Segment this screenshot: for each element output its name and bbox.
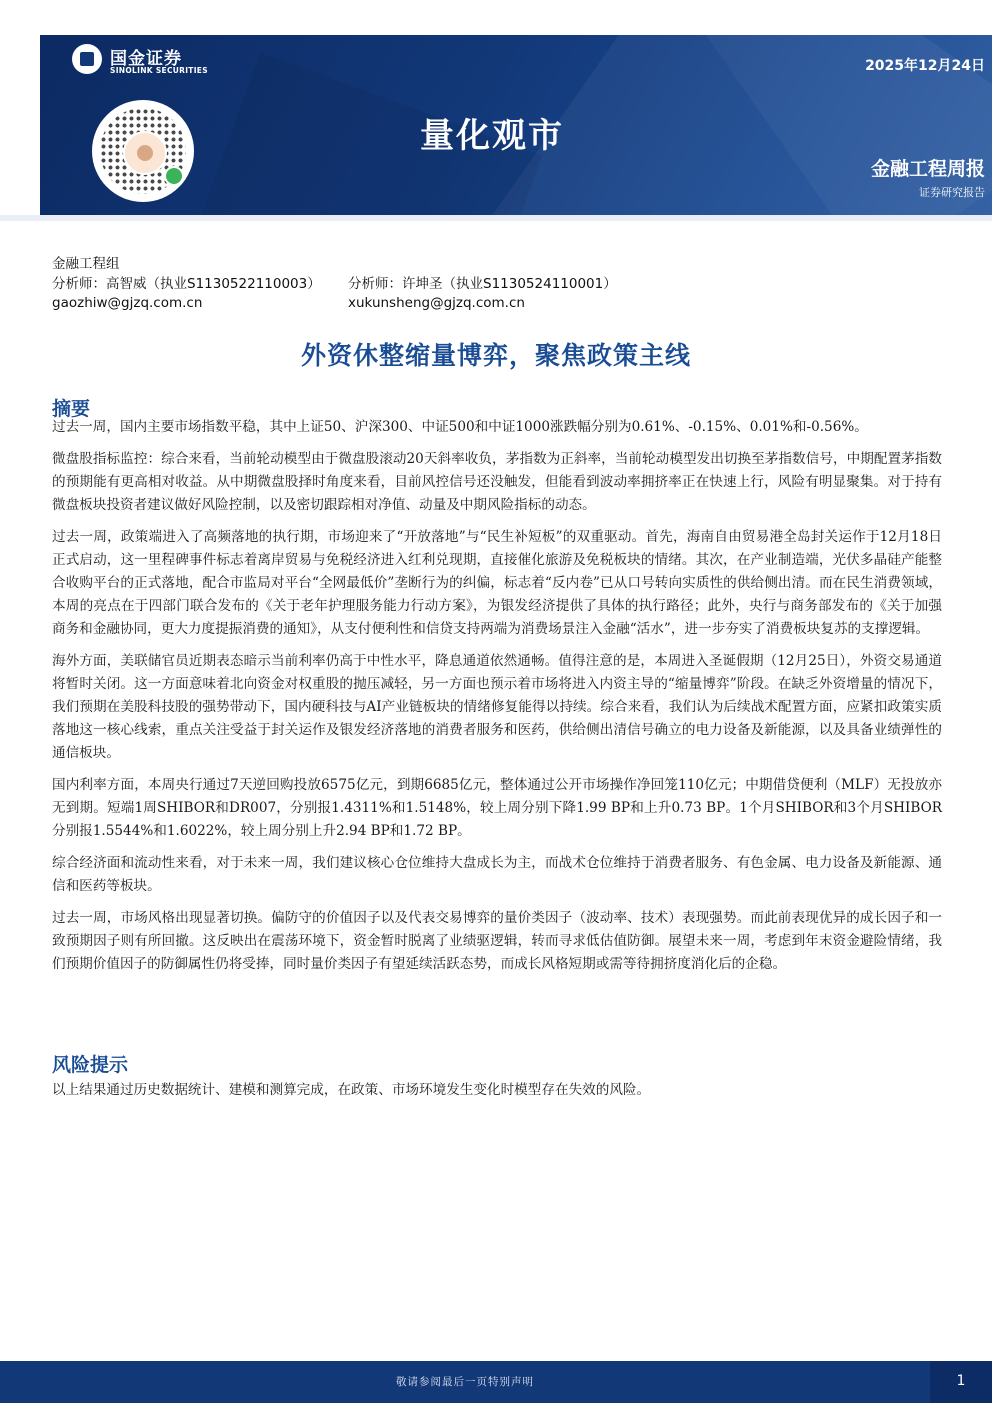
logo-icon (72, 44, 102, 74)
summary-paragraph: 微盘股指标监控：综合来看，当前轮动模型由于微盘股滚动20天斜率收负，茅指数为正斜率，当前轮动模型发出切换至茅指数信号，中期配置茅指数的预期能有更高相对收益。从中期微盘股择时角度来看，目前风控信号还没触发，但能看到波动率拥挤率正在快速上行，风险有明显聚集。对于持有微盘板块投资者建议做好风险控制，以及密切跟踪相对净值、动量及中期风险指标的动态。 (52, 451, 942, 513)
analyst-info (52, 272, 321, 311)
summary-heading: 摘要 (52, 398, 91, 420)
series-title: 量化观市 (420, 116, 564, 156)
analyst-label: 分析师：高智威（执业S1130522110003） (52, 276, 321, 292)
logo-name-en: SINOLINK SECURITIES (110, 66, 208, 75)
summary-paragraph: 国内利率方面，本周央行通过7天逆回购投放6575亿元，到期6685亿元，整体通过公开市场操作净回笼110亿元；中期借贷便利（MLF）无投放亦无到期。短端1周SHIBOR和DR007，分别报1.4311%和1.5148%，较上周分别下降1.99 BP和上升0.73 BP。1个月SHIBOR和3个月SHIBOR分别报1.5544%和1.6022%，较上周分别上升2.94 BP和1.72 BP。 (52, 777, 942, 839)
report-title: 外资休整缩量博弈，聚焦政策主线 (300, 341, 691, 370)
summary-paragraph: 海外方面，美联储官员近期表态暗示当前利率仍高于中性水平，降息通道依然通畅。值得注意的是，本周进入圣诞假期（12月25日），外资交易通道将暂时关闭。这一方面意味着北向资金对权重股的抛压减轻，另一方面也预示着市场将进入内资主导的“缩量博弈”阶段。在缺乏外资增量的情况下，我们预期在美股科技股的强势带动下，国内硬科技与AI产业链板块的情绪修复能得以持续。综合来看，我们认为后续战术配置方面，应紧扣政策实质落地这一核心线索，重点关注受益于封关运作及银发经济落地的消费者服务和医药，供给侧出清信号确立的电力设备及新能源，以及具备业绩弹性的通信板块。 (52, 653, 942, 761)
report-type: 金融工程周报 (870, 158, 985, 180)
analyst-info (348, 272, 617, 311)
team-name: 金融工程组 (52, 256, 120, 272)
banner-margin (0, 35, 40, 215)
analyst-email[interactable]: gaozhiw@gjzq.com.cn (52, 295, 203, 311)
summary-paragraph: 过去一周，政策端进入了高频落地的执行期，市场迎来了“开放落地”与“民生补短板”的双重驱动。首先，海南自由贸易港全岛封关运作于12月18日正式启动，这一里程碑事件标志着离岸贸易与免税经济进入红利兑现期，直接催化旅游及免税板块的情绪。其次，在产业制造端，光伏多晶硅产能整合收购平台的正式落地，配合市监局对平台“全网最低价”垄断行为的纠偏，标志着“反内卷”已从口号转向实质性的供给侧出清。而在民生消费领域，本周的亮点在于四部门联合发布的《关于老年护理服务能力行动方案》，为银发经济提供了具体的执行路径；此外，央行与商务部发布的《关于加强商务和金融协同，更大力度提振消费的通知》，从支付便利性和信贷支持两端为消费场景注入金融“活水”，进一步夯实了消费板块复苏的支撑逻辑。 (52, 529, 942, 637)
banner-underline (0, 215, 992, 221)
logo-name-cn: 国金证券 (110, 49, 182, 69)
summary-paragraph: 综合经济面和流动性来看，对于未来一周，我们建议核心仓位维持大盘成长为主，而战术仓位维持于消费者服务、有色金属、电力设备及新能源、通信和医药等板块。 (52, 855, 942, 894)
summary-paragraph: 过去一周，国内主要市场指数平稳，其中上证50、沪深300、中证500和中证1000涨跌幅分别为0.61%、-0.15%、0.01%和-0.56%。 (52, 419, 868, 435)
page-footer (0, 1361, 992, 1403)
summary-body (52, 416, 942, 985)
page-number: 1 (956, 1373, 966, 1389)
risk-heading: 风险提示 (52, 1054, 129, 1076)
company-logo (72, 42, 222, 78)
qr-center-logo (123, 131, 167, 175)
analyst-label: 分析师：许坤圣（执业S1130524110001） (348, 276, 617, 292)
mini-program-icon (164, 166, 184, 186)
risk-text: 以上结果通过历史数据统计、建模和测算完成，在政策、市场环境发生变化时模型存在失效的风险。 (52, 1082, 651, 1098)
risk-body (52, 1079, 942, 1111)
report-date: 2025年12月24日 (865, 58, 985, 74)
report-subtype: 证券研究报告 (919, 186, 985, 199)
page-number-box (930, 1361, 992, 1403)
analyst-email[interactable]: xukunsheng@gjzq.com.cn (348, 295, 525, 311)
qr-code-icon (92, 100, 194, 202)
footer-disclaimer: 敬请参阅最后一页特别声明 (396, 1376, 534, 1388)
summary-paragraph: 过去一周，市场风格出现显著切换。偏防守的价值因子以及代表交易博弈的量价类因子（波动率、技术）表现强势。而此前表现优异的成长因子和一致预期因子则有所回撤。这反映出在震荡环境下，资金暂时脱离了业绩驱逻辑，转而寻求低估值防御。展望未来一周，考虑到年末资金避险情绪，我们预期价值因子的防御属性仍将受捧，同时量价类因子有望延续活跃态势，而成长风格短期或需等待拥挤度消化后的企稳。 (52, 910, 942, 972)
